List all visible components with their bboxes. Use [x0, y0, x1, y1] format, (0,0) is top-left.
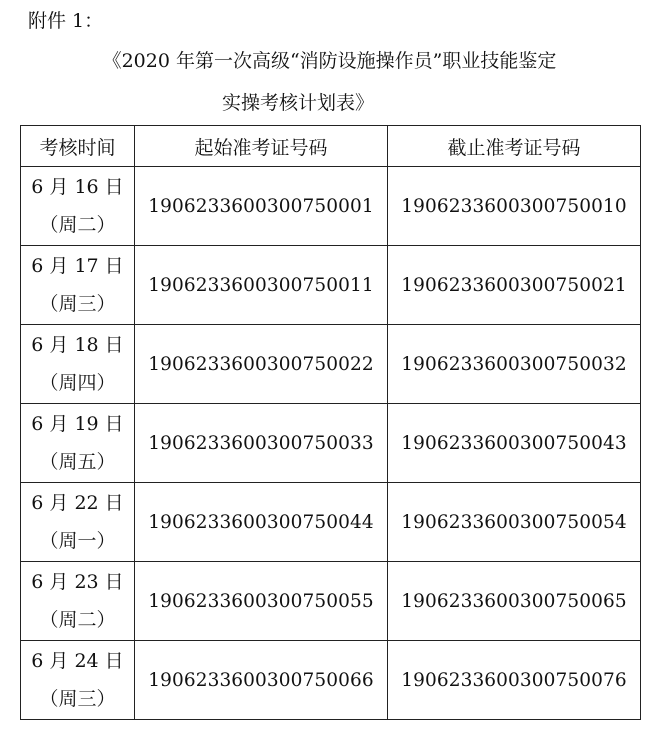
exam-weekday: （周一） [39, 530, 116, 552]
start-ticket-number: 1906233600300750055 [135, 562, 388, 641]
end-ticket-number: 1906233600300750065 [388, 562, 641, 641]
table-row [21, 404, 641, 483]
end-ticket-number: 1906233600300750021 [388, 246, 641, 325]
exam-date-cell [21, 641, 135, 720]
exam-weekday: （周二） [39, 609, 116, 631]
table-row [21, 483, 641, 562]
exam-weekday: （周四） [39, 372, 116, 394]
exam-date-cell [21, 246, 135, 325]
end-ticket-number: 1906233600300750054 [388, 483, 641, 562]
table-row [21, 641, 641, 720]
header-start-ticket-number: 起始准考证号码 [135, 126, 388, 167]
exam-date-cell [21, 404, 135, 483]
attachment-label: 附件 1： [28, 10, 104, 32]
end-ticket-number: 1906233600300750032 [388, 325, 641, 404]
table-row [21, 246, 641, 325]
end-ticket-number: 1906233600300750043 [388, 404, 641, 483]
exam-date-cell [21, 483, 135, 562]
exam-date-cell [21, 325, 135, 404]
start-ticket-number: 1906233600300750001 [135, 167, 388, 246]
exam-weekday: （周三） [39, 293, 116, 315]
exam-date: 6 月 24 日 [31, 650, 124, 672]
document-title-line-2: 实操考核计划表》 [222, 92, 375, 114]
start-ticket-number: 1906233600300750033 [135, 404, 388, 483]
exam-weekday: （周二） [39, 214, 116, 236]
exam-schedule-table [20, 125, 641, 720]
start-ticket-number: 1906233600300750022 [135, 325, 388, 404]
start-ticket-number: 1906233600300750011 [135, 246, 388, 325]
start-ticket-number: 1906233600300750044 [135, 483, 388, 562]
exam-date: 6 月 23 日 [31, 571, 124, 593]
header-end-ticket-number: 截止准考证号码 [388, 126, 641, 167]
exam-date-cell [21, 562, 135, 641]
exam-date: 6 月 18 日 [31, 334, 124, 356]
exam-date: 6 月 22 日 [31, 492, 124, 514]
start-ticket-number: 1906233600300750066 [135, 641, 388, 720]
table-row [21, 325, 641, 404]
table-header-row [21, 126, 641, 167]
document-title-line-1: 《2020 年第一次高级“消防设施操作员”职业技能鉴定 [102, 50, 557, 72]
table-row [21, 167, 641, 246]
header-exam-time: 考核时间 [21, 126, 135, 167]
exam-date: 6 月 19 日 [31, 413, 124, 435]
table-row [21, 562, 641, 641]
exam-date: 6 月 17 日 [31, 255, 124, 277]
end-ticket-number: 1906233600300750076 [388, 641, 641, 720]
end-ticket-number: 1906233600300750010 [388, 167, 641, 246]
exam-date-cell [21, 167, 135, 246]
exam-date: 6 月 16 日 [31, 176, 124, 198]
exam-weekday: （周五） [39, 451, 116, 473]
exam-weekday: （周三） [39, 688, 116, 710]
